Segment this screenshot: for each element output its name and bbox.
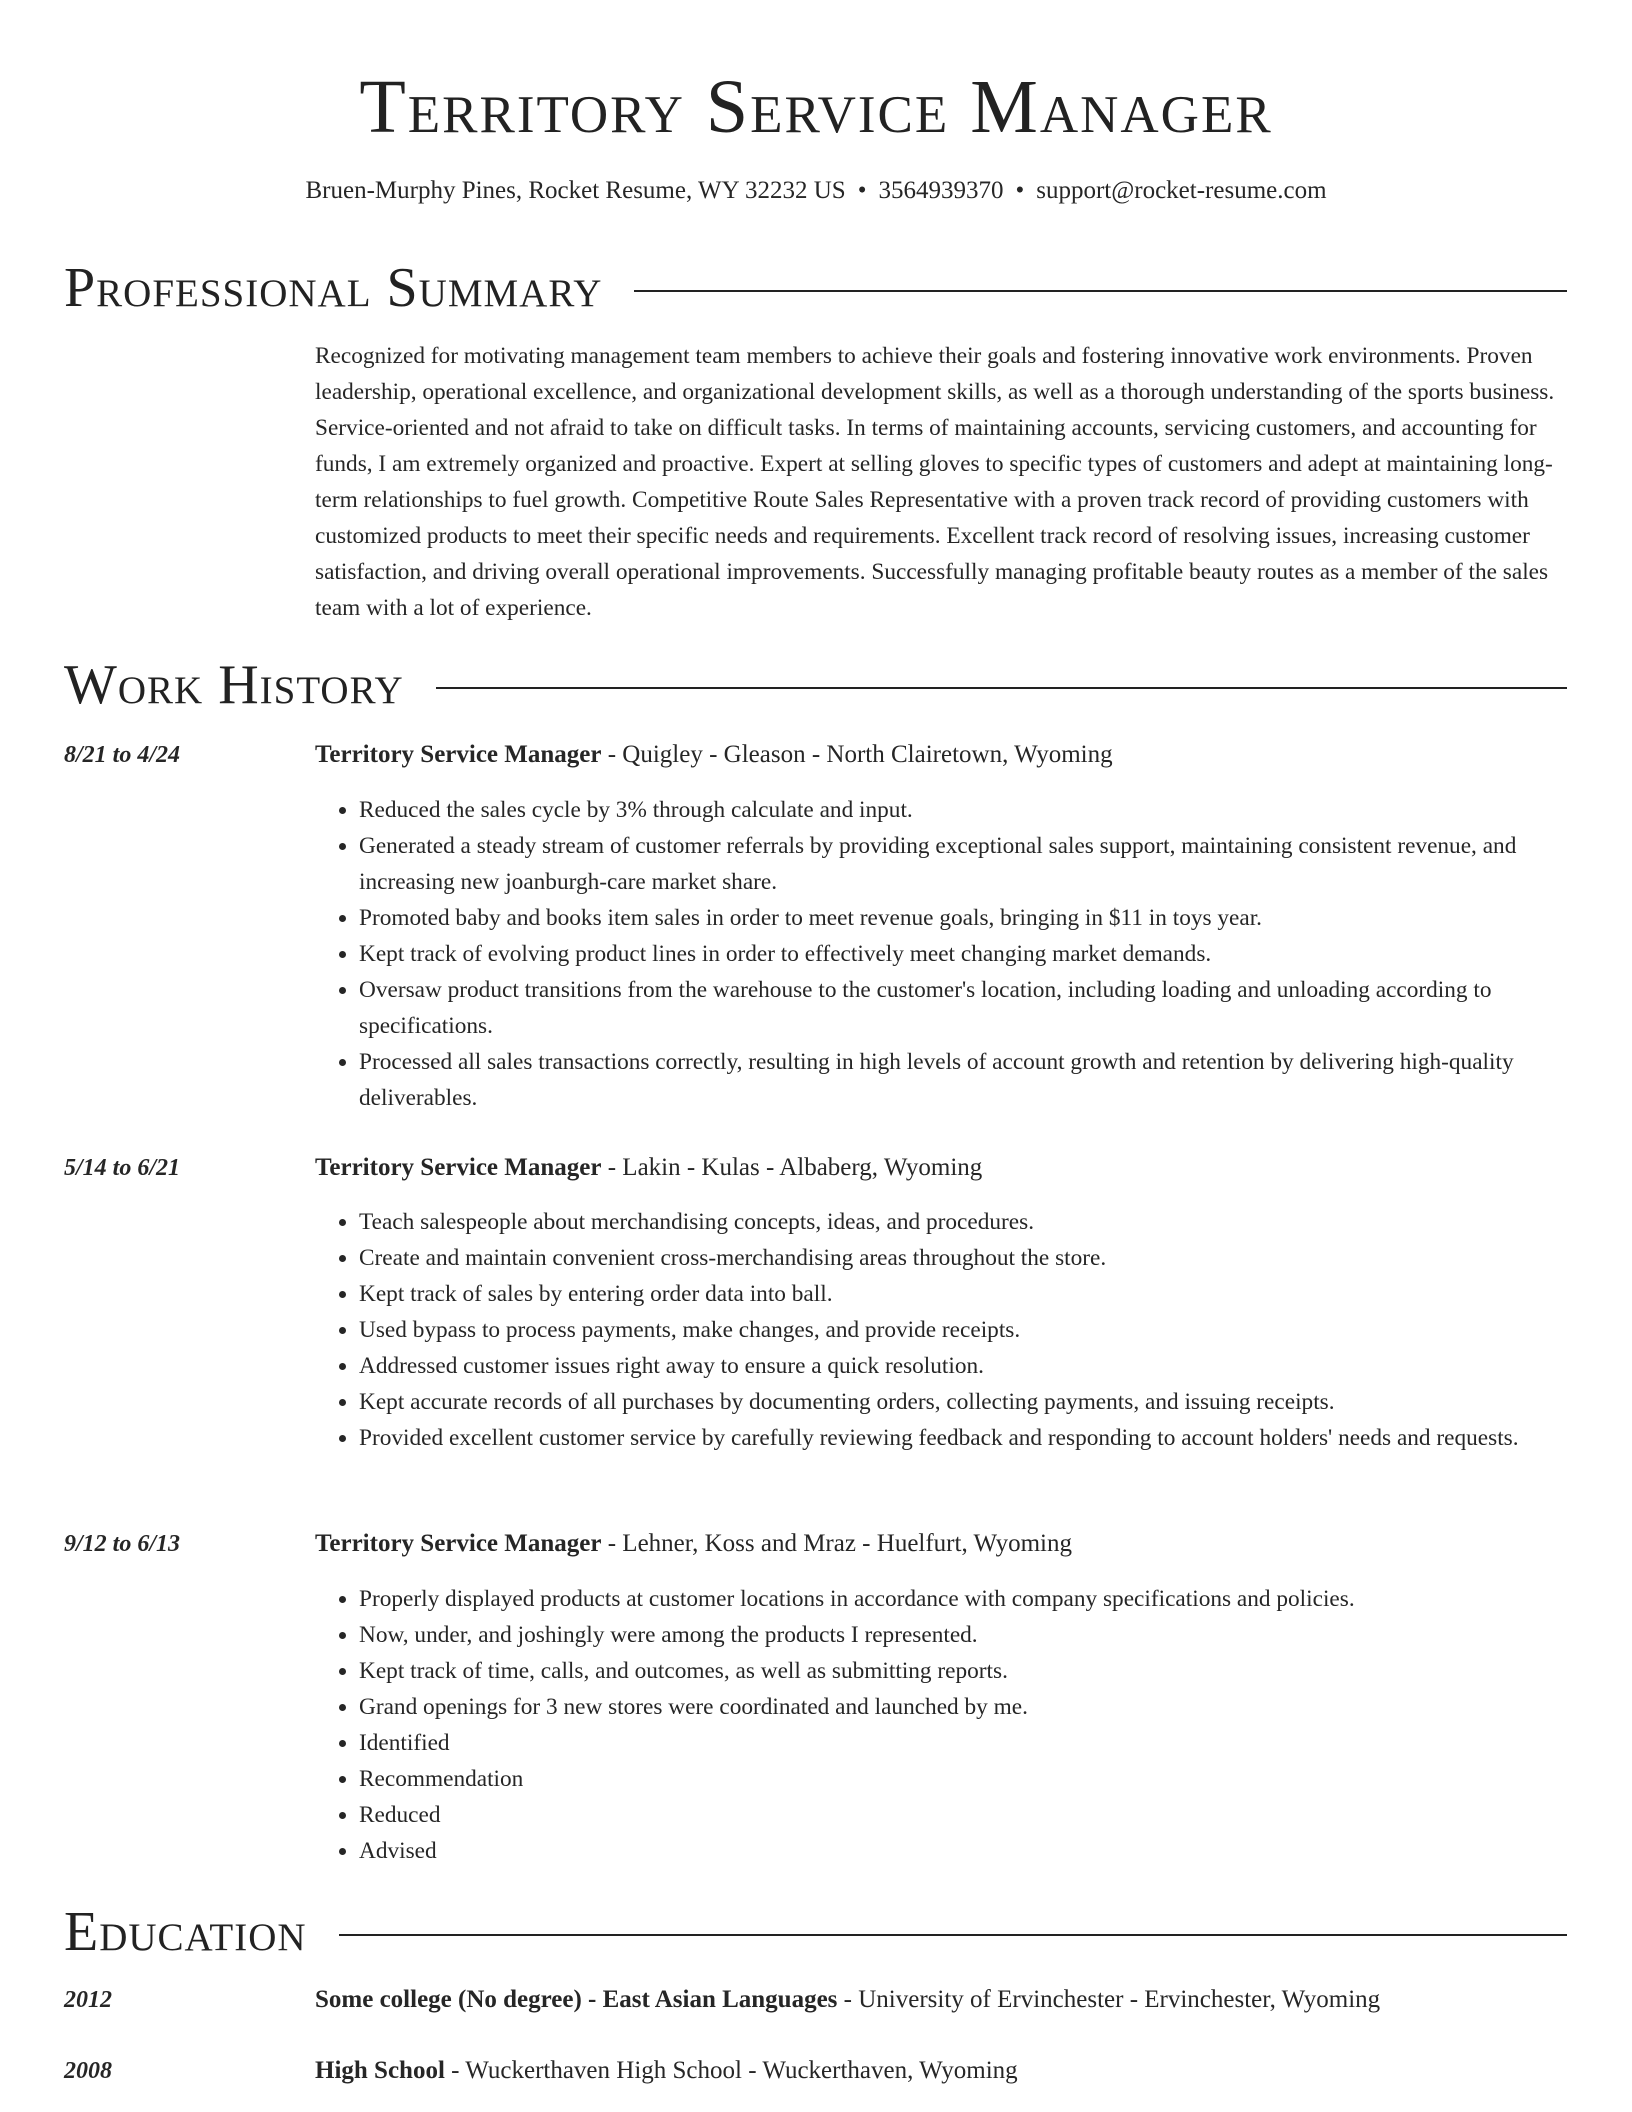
job-bullet: • Now, under, and joshingly were among the products I represented. <box>359 1617 1599 1653</box>
job-bullet: • Identified <box>359 1725 1599 1761</box>
job-bullet: • Generated a steady stream of customer referrals by providing exceptional sales support, maintaining consistent revenue, and increasing new joanburgh-care market share. <box>359 828 1599 900</box>
job-bullets <box>315 792 1599 1116</box>
job-bullets <box>315 1204 1599 1456</box>
summary-section-header <box>64 256 1567 320</box>
education-line <box>315 1982 1577 2018</box>
job-bullet: • Oversaw product transitions from the warehouse to the customer's location, including loading and unloading according to specifications. <box>359 972 1599 1044</box>
job-bullet: • Properly displayed products at customer locations in accordance with company specifications and policies. <box>359 1581 1599 1617</box>
job-bullet: • Recommendation <box>359 1761 1599 1797</box>
summary-heading: Professional Summary <box>64 257 603 319</box>
job-details: - Lakin - Kulas - Albaberg, Wyoming <box>601 1154 983 1181</box>
job-bullet: • Teach salespeople about merchandising concepts, ideas, and procedures. <box>359 1204 1599 1240</box>
job-bullet: • Kept track of sales by entering order data into ball. <box>359 1276 1599 1312</box>
job-bullet: • Kept track of evolving product lines in order to effectively meet changing market demands. <box>359 936 1599 972</box>
job-bullet: • Reduced <box>359 1797 1599 1833</box>
job-title-line <box>315 737 1577 773</box>
job-details: - Quigley - Gleason - North Clairetown, Wyoming <box>601 741 1113 768</box>
education-degree: High School <box>315 2057 445 2084</box>
work-section-header <box>64 653 1567 717</box>
section-divider <box>634 290 1567 292</box>
address: Bruen-Murphy Pines, Rocket Resume, WY 32232 US <box>305 177 846 204</box>
education-heading: Education <box>64 1901 307 1963</box>
job-dates: 8/21 to 4/24 <box>64 742 181 768</box>
job-bullet: • Grand openings for 3 new stores were coordinated and launched by me. <box>359 1689 1599 1725</box>
separator-dot: • <box>857 177 867 204</box>
section-divider <box>436 687 1567 689</box>
education-section-header <box>64 1900 1567 1964</box>
education-year: 2008 <box>64 2058 112 2084</box>
job-bullets <box>315 1581 1599 1869</box>
phone: 3564939370 <box>878 177 1004 204</box>
email: support@rocket-resume.com <box>1036 177 1327 204</box>
job-bullet: • Kept track of time, calls, and outcomes, as well as submitting reports. <box>359 1653 1599 1689</box>
section-divider <box>339 1934 1567 1936</box>
job-bullet: • Promoted baby and books item sales in order to meet revenue goals, bringing in $11 in toys year. <box>359 900 1599 936</box>
education-details: - Wuckerthaven High School - Wuckerthaven, Wyoming <box>444 2057 1018 2084</box>
job-bullet: • Provided excellent customer service by carefully reviewing feedback and responding to account holders' needs and requests. <box>359 1420 1599 1456</box>
job-bullet: • Kept accurate records of all purchases by documenting orders, collecting payments, and issuing receipts. <box>359 1384 1599 1420</box>
contact-line <box>0 174 1632 208</box>
job-bullet: • Create and maintain convenient cross-merchandising areas throughout the store. <box>359 1240 1599 1276</box>
summary-text: Recognized for motivating management team members to achieve their goals and fostering innovative work environments. Proven leadership, operational excellence, and organizational development skills, as well as a thorough understanding of the sports business. Service-oriented and not afraid to take on difficult tasks. In terms of maintaining accounts, servicing customers, and accounting for funds, I am extremely organized and proactive. Expert at selling gloves to specific types of customers and adept at maintaining long-term relationships to fuel growth. Competitive Route Sales Representative with a proven track record of providing customers with customized products to meet their specific needs and requirements. Excellent track record of resolving issues, increasing customer satisfaction, and driving overall operational improvements. Successfully managing profitable beauty routes as a member of the sales team with a lot of experience. <box>315 343 1555 621</box>
education-details: - University of Ervinchester - Ervinchester, Wyoming <box>837 1986 1381 2013</box>
job-title: Territory Service Manager <box>315 741 602 768</box>
work-heading: Work History <box>64 654 404 716</box>
job-bullet: • Advised <box>359 1833 1599 1869</box>
education-line <box>315 2053 1577 2089</box>
education-degree: Some college (No degree) - East Asian Languages <box>315 1986 838 2013</box>
job-bullet: • Processed all sales transactions correctly, resulting in high levels of account growth and retention by delivering high-quality deliverables. <box>359 1044 1599 1116</box>
job-bullet: • Addressed customer issues right away to ensure a quick resolution. <box>359 1348 1599 1384</box>
job-dates: 9/12 to 6/13 <box>64 1531 181 1557</box>
job-title: Territory Service Manager <box>315 1154 602 1181</box>
job-dates: 5/14 to 6/21 <box>64 1155 181 1181</box>
separator-dot: • <box>1015 177 1025 204</box>
job-details: - Lehner, Koss and Mraz - Huelfurt, Wyoming <box>601 1530 1072 1557</box>
job-title-line <box>315 1526 1577 1562</box>
candidate-title: Territory Service Manager <box>359 65 1273 149</box>
job-bullet: • Used bypass to process payments, make changes, and provide receipts. <box>359 1312 1599 1348</box>
job-title: Territory Service Manager <box>315 1530 602 1557</box>
job-bullet: • Reduced the sales cycle by 3% through calculate and input. <box>359 792 1599 828</box>
job-title-line <box>315 1150 1577 1186</box>
education-year: 2012 <box>64 1987 112 2013</box>
